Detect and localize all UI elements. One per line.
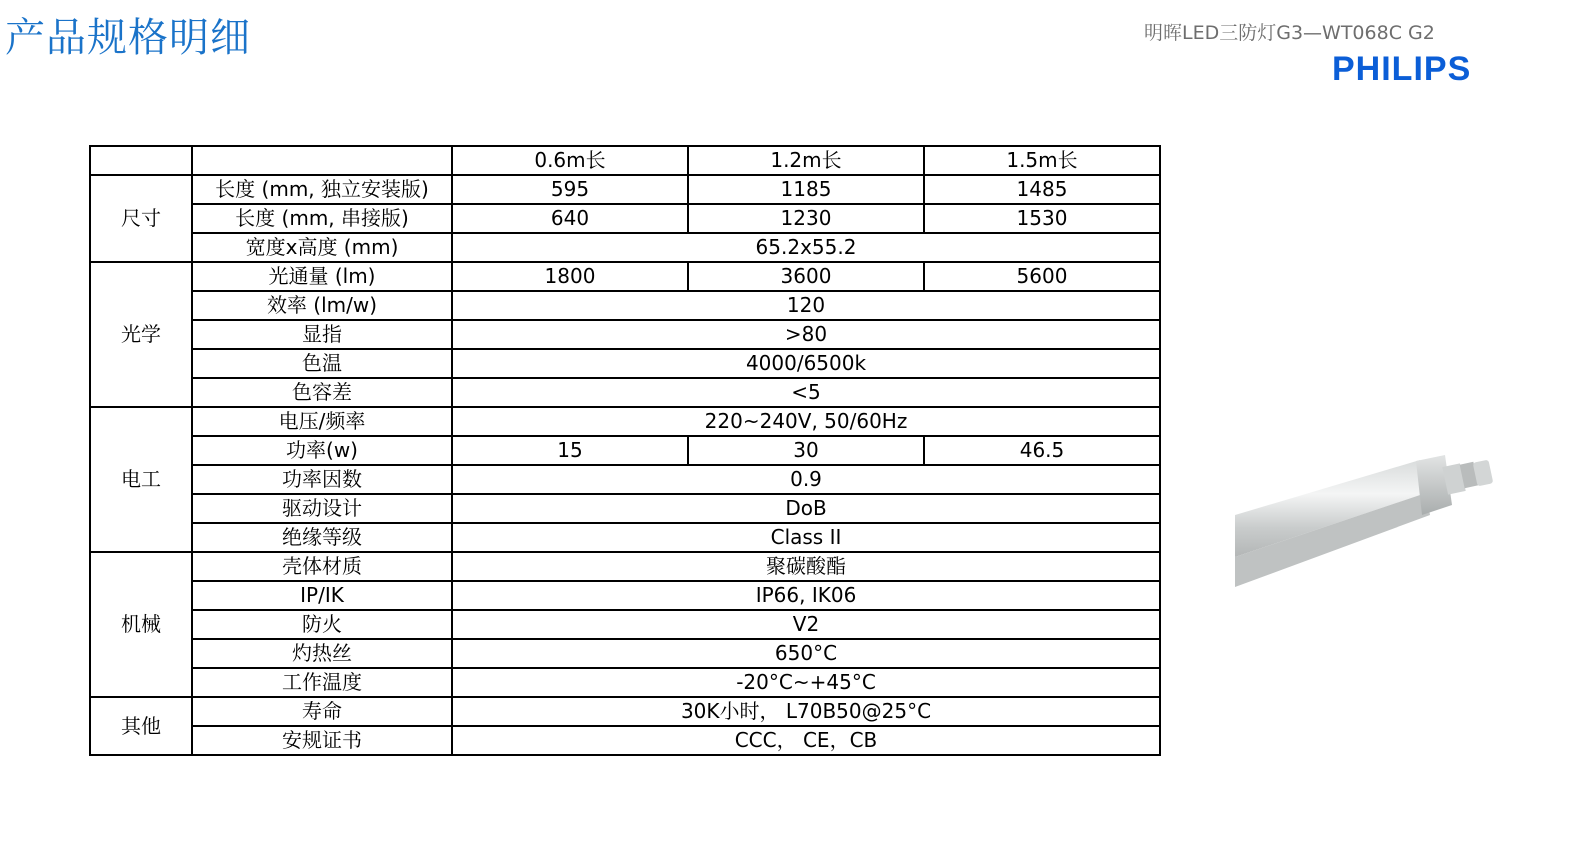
table-row	[90, 320, 1160, 349]
spec-value-cell: 120	[452, 291, 1160, 320]
table-row	[90, 378, 1160, 407]
page-title: 产品规格明细	[5, 15, 251, 61]
table-row	[90, 726, 1160, 755]
header-length-cell: 1.2m长	[688, 146, 924, 175]
spec-value-cell: 650°C	[452, 639, 1160, 668]
group-label-cell: 其他	[90, 697, 192, 755]
spec-label-cell: 灼热丝	[192, 639, 452, 668]
spec-label-cell: 安规证书	[192, 726, 452, 755]
spec-label-cell: 绝缘等级	[192, 523, 452, 552]
group-label-cell: 尺寸	[90, 175, 192, 262]
spec-value-cell: 5600	[924, 262, 1160, 291]
spec-label-cell: 色容差	[192, 378, 452, 407]
table-row	[90, 233, 1160, 262]
group-label-cell: 电工	[90, 407, 192, 552]
spec-label-cell: 效率 (lm/w)	[192, 291, 452, 320]
spec-value-cell: 1230	[688, 204, 924, 233]
table-row	[90, 639, 1160, 668]
spec-label-cell: 壳体材质	[192, 552, 452, 581]
table-row	[90, 668, 1160, 697]
spec-label-cell: 长度 (mm, 串接版)	[192, 204, 452, 233]
product-model-subtitle: 明晖LED三防灯G3—WT068C G2	[1144, 22, 1435, 44]
table-row	[90, 407, 1160, 436]
header-length-cell: 0.6m长	[452, 146, 688, 175]
spec-value-cell: 15	[452, 436, 688, 465]
group-label-cell: 光学	[90, 262, 192, 407]
spec-label-cell: 驱动设计	[192, 494, 452, 523]
spec-value-cell: 1485	[924, 175, 1160, 204]
spec-label-cell: 光通量 (lm)	[192, 262, 452, 291]
group-label-cell: 机械	[90, 552, 192, 697]
spec-value-cell: IP66, IK06	[452, 581, 1160, 610]
spec-value-cell: -20°C~+45°C	[452, 668, 1160, 697]
spec-value-cell: 595	[452, 175, 688, 204]
spec-label-cell: 电压/频率	[192, 407, 452, 436]
spec-value-cell: 4000/6500k	[452, 349, 1160, 378]
spec-value-cell: Class II	[452, 523, 1160, 552]
spec-value-cell: DoB	[452, 494, 1160, 523]
table-row	[90, 610, 1160, 639]
spec-value-cell: <5	[452, 378, 1160, 407]
spec-label-cell: IP/IK	[192, 581, 452, 610]
spec-label-cell: 色温	[192, 349, 452, 378]
table-row	[90, 175, 1160, 204]
spec-label-cell: 防火	[192, 610, 452, 639]
spec-label-cell: 寿命	[192, 697, 452, 726]
philips-logo: PHILIPS	[1332, 50, 1472, 88]
table-row	[90, 204, 1160, 233]
table-header-row	[90, 146, 1160, 175]
spec-label-cell: 长度 (mm, 独立安装版)	[192, 175, 452, 204]
spec-label-cell: 显指	[192, 320, 452, 349]
spec-label-cell: 工作温度	[192, 668, 452, 697]
table-row	[90, 581, 1160, 610]
table-row	[90, 552, 1160, 581]
product-image	[1230, 455, 1530, 595]
table-row	[90, 465, 1160, 494]
spec-value-cell: 1800	[452, 262, 688, 291]
header-blank-cell	[90, 146, 192, 175]
spec-value-cell: 0.9	[452, 465, 1160, 494]
spec-table	[89, 145, 1161, 756]
spec-value-cell: 220~240V, 50/60Hz	[452, 407, 1160, 436]
spec-label-cell: 功率(w)	[192, 436, 452, 465]
spec-value-cell: 1530	[924, 204, 1160, 233]
table-row	[90, 436, 1160, 465]
spec-value-cell: 46.5	[924, 436, 1160, 465]
spec-label-cell: 宽度x高度 (mm)	[192, 233, 452, 262]
header-blank-cell	[192, 146, 452, 175]
spec-value-cell: 聚碳酸酯	[452, 552, 1160, 581]
table-row	[90, 291, 1160, 320]
spec-value-cell: 1185	[688, 175, 924, 204]
spec-value-cell: 30	[688, 436, 924, 465]
table-row	[90, 494, 1160, 523]
spec-value-cell: 640	[452, 204, 688, 233]
table-row	[90, 349, 1160, 378]
header-length-cell: 1.5m长	[924, 146, 1160, 175]
spec-value-cell: V2	[452, 610, 1160, 639]
spec-value-cell: 65.2x55.2	[452, 233, 1160, 262]
table-row	[90, 262, 1160, 291]
spec-value-cell: 3600	[688, 262, 924, 291]
spec-label-cell: 功率因数	[192, 465, 452, 494]
spec-value-cell: >80	[452, 320, 1160, 349]
spec-value-cell: 30K小时， L70B50@25°C	[452, 697, 1160, 726]
table-row	[90, 523, 1160, 552]
table-row	[90, 697, 1160, 726]
spec-value-cell: CCC， CE，CB	[452, 726, 1160, 755]
